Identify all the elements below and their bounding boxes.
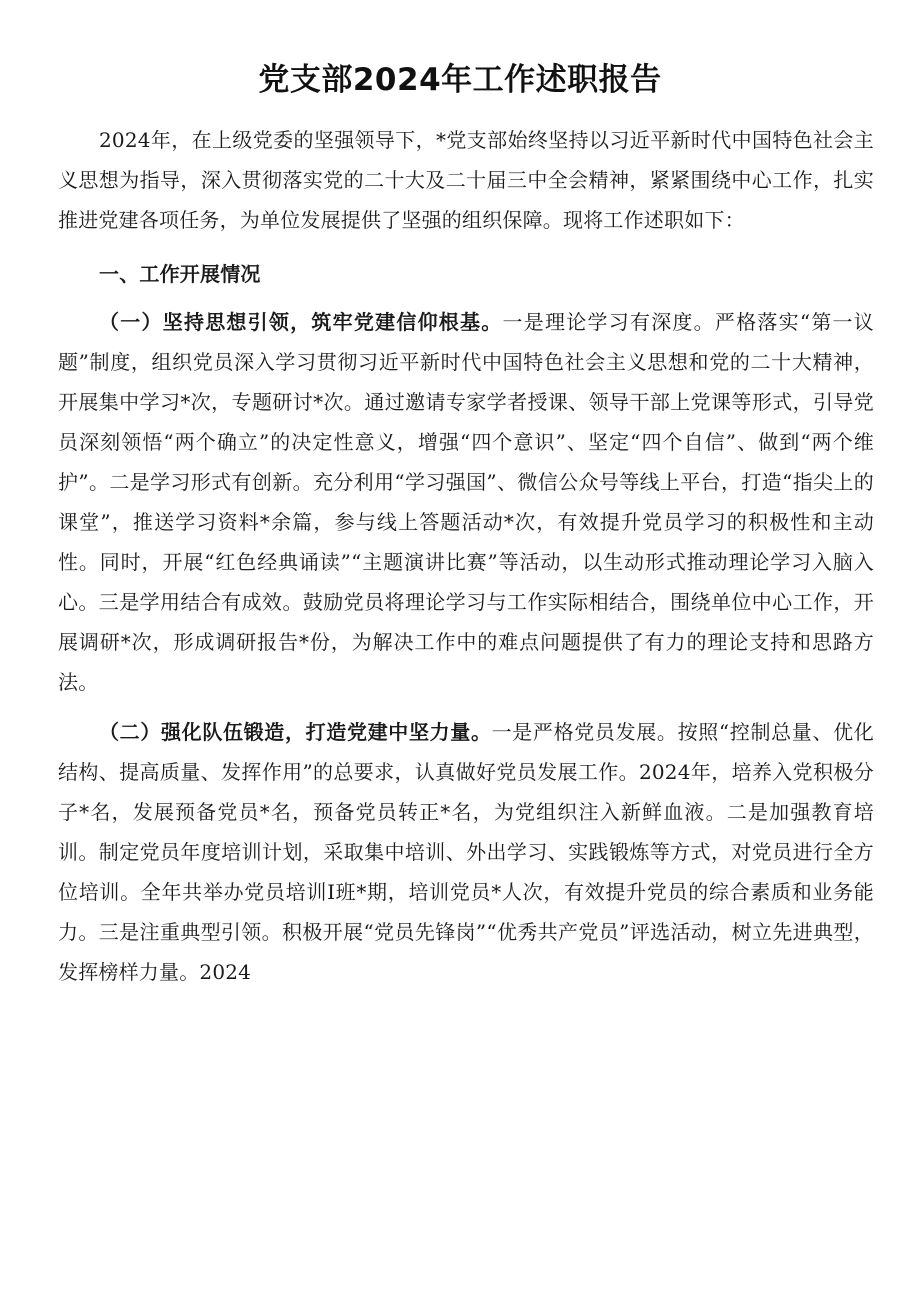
section-heading: 一、工作开展情况	[99, 262, 261, 286]
subsection-2-text: 一是严格党员发展。按照“控制总量、优化结构、提高质量、发挥作用”的总要求，认真做好党员发展工作。2024年，培养入党积极分子*名，发展预备党员*名，预备党员转正*名，为党组织注入新鲜血液。二是加强教育培训。制定党员年度培训计划，采取集中培训、外出学习、实践锻炼等方式，对党员进行全方位培训。全年共举办党员培训I班*期，培训党员*人次，有效提升党员的综合素质和业务能力。三是注重典型引领。积极开展“党员先锋岗”“优秀共产党员”评选活动，树立先进典型，发挥榜样力量。2024	[58, 720, 874, 984]
subsection-2-paragraph	[58, 712, 874, 992]
subsection-1-paragraph	[58, 302, 874, 702]
document-body	[58, 120, 874, 992]
subsection-2-lead: （二）强化队伍锻造，打造党建中坚力量。	[99, 720, 492, 744]
document-title: 党支部2024年工作述职报告	[258, 62, 662, 98]
subsection-1-text: 一是理论学习有深度。严格落实“第一议题”制度，组织党员深入学习贯彻习近平新时代中国特色社会主义思想和党的二十大精神，开展集中学习*次，专题研讨*次。通过邀请专家学者授课、领导干部上党课等形式，引导党员深刻领悟“两个确立”的决定性意义，增强“四个意识”、坚定“四个自信”、做到“两个维护”。二是学习形式有创新。充分利用“学习强国”、微信公众号等线上平台，打造“指尖上的课堂”，推送学习资料*余篇，参与线上答题活动*次，有效提升党员学习的积极性和主动性。同时，开展“红色经典诵读”“主题演讲比赛”等活动，以生动形式推动理论学习入脑入心。三是学用结合有成效。鼓励党员将理论学习与工作实际相结合，围绕单位中心工作，开展调研*次，形成调研报告*份，为解决工作中的难点问题提供了有力的理论支持和思路方法。	[58, 310, 874, 694]
intro-paragraph: 2024年，在上级党委的坚强领导下，*党支部始终坚持以习近平新时代中国特色社会主义思想为指导，深入贯彻落实党的二十大及二十届三中全会精神，紧紧围绕中心工作，扎实推进党建各项任务，为单位发展提供了坚强的组织保障。现将工作述职如下：	[58, 128, 874, 232]
subsection-1-lead: （一）坚持思想引领，筑牢党建信仰根基。	[99, 310, 503, 334]
